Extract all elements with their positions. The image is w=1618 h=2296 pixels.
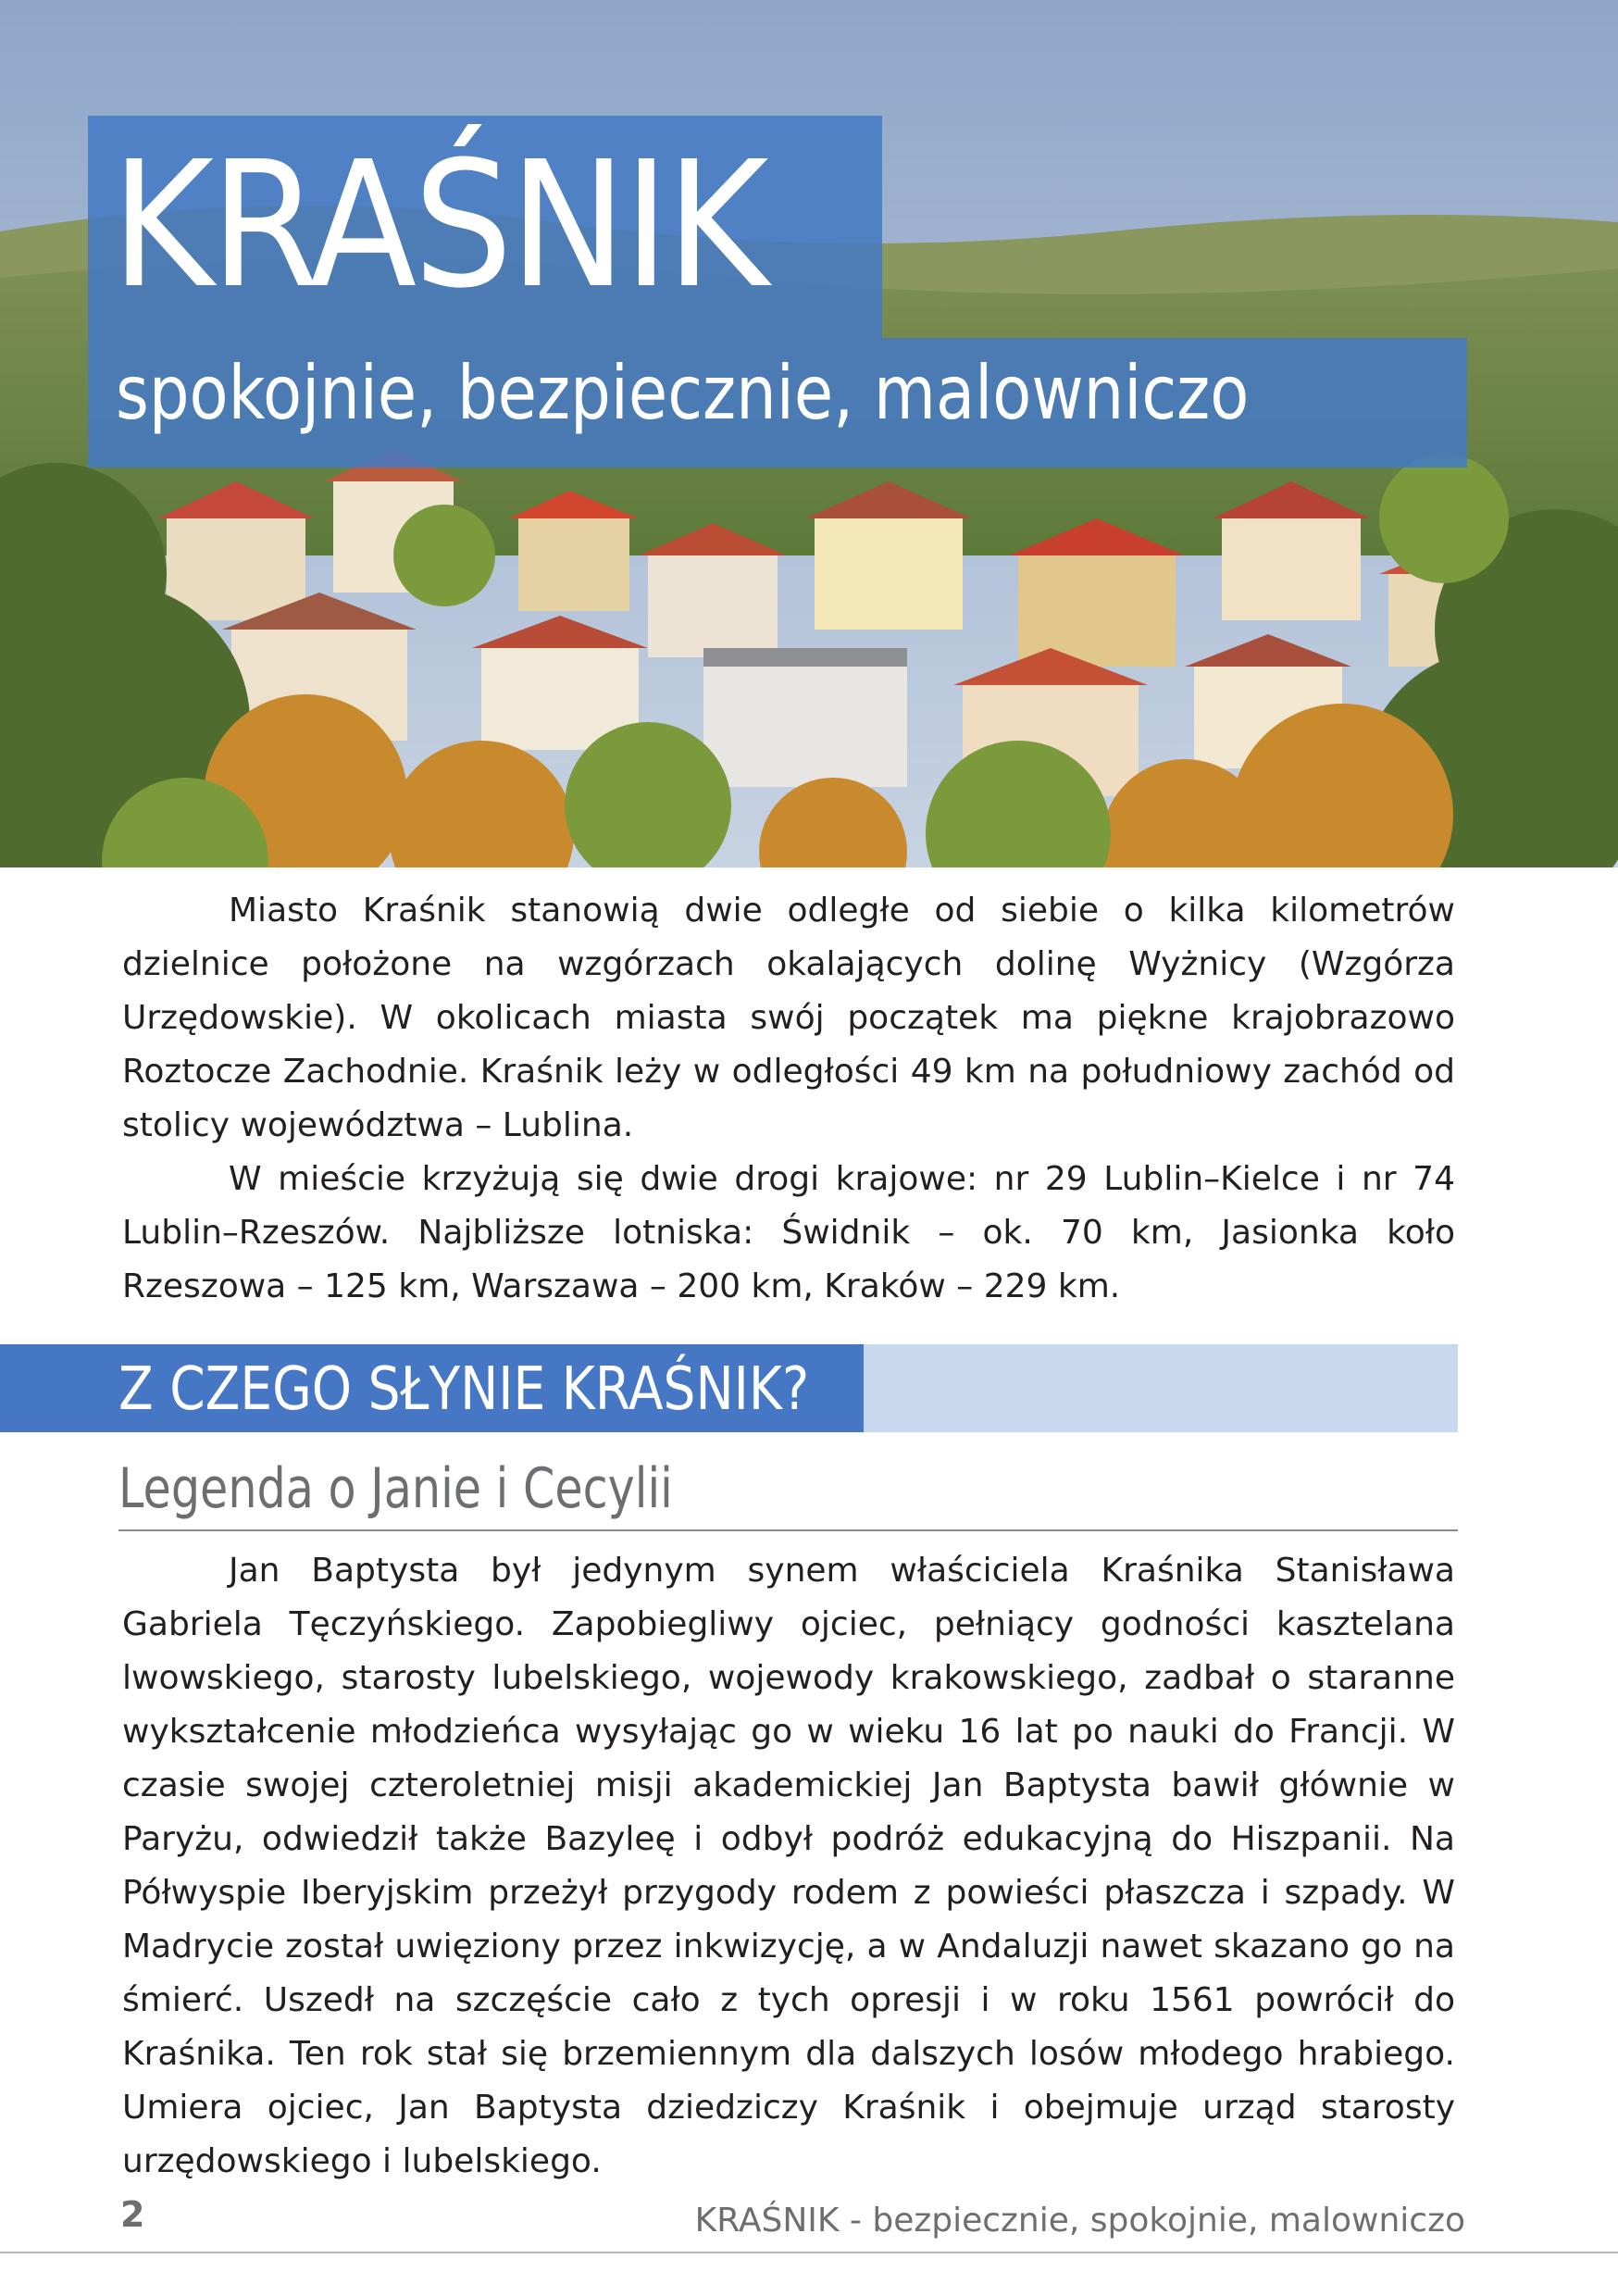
intro-paragraph-2: W mieście krzyżują się dwie drogi krajowe: nr 29 Lublin–Kielce i nr 74 Lublin–Rzeszów. Najbliższe lotniska: Świdnik – ok. 70 km, Jasionka koło Rzeszowa – 125 km, Warszawa – 200 km, Kraków – 229 km.	[122, 1160, 1455, 1305]
legend-paragraph: Jan Baptysta był jedynym synem właściciela Kraśnika Stanisława Gabriela Tęczyńskiego. Zapobiegliwy ojciec, pełniący godności kasztelana lwowskiego, starosty lubelskiego, wojewody krakowskiego, zadbał o staranne wykształcenie młodzieńca wysyłając go w wieku 16 lat po nauki do Francji. W czasie swojej czteroletniej misji akademickiej Jan Baptysta bawił głównie w Paryżu, odwiedził także Bazyleę i odbył podróż edukacyjną do Hiszpanii. Na Półwyspie Iberyjskim przeżył przygody rodem z powieści płaszcza i szpady. W Madrycie został uwięziony przez inkwizycję, a w Andaluzji nawet skazano go na śmierć. Uszedł na szczęście cało z tych opresji i w roku 1561 powrócił do Kraśnika. Ten rok stał się brzemiennym dla dalszych losów młodego hrabiego. Umiera ojciec, Jan Baptysta dziedziczy Kraśnik i obejmuje urząd starosty urzędowskiego i lubelskiego.	[122, 1552, 1455, 2180]
running-footer: KRAŚNIK - bezpiecznie, spokojnie, malowniczo	[694, 2202, 1465, 2240]
legend-title: Legenda o Janie i Cecylii	[118, 1456, 673, 1521]
legend-text	[122, 1544, 1455, 2189]
page-number: 2	[120, 2194, 145, 2235]
intro-paragraph-1: Miasto Kraśnik stanowią dwie odległe od siebie o kilka kilometrów dzielnice położone na wzgórzach okalających dolinę Wyżnicy (Wzgórza Urzędowskie). W okolicach miasta swój początek ma piękne krajobrazowo Roztocze Zachodnie. Kraśnik leży w odległości 49 km na południowy zachód od stolicy województwa – Lublina.	[122, 892, 1455, 1144]
page-subtitle: spokojnie, bezpiecznie, malowniczo	[116, 350, 1250, 436]
section-title: Z CZEGO SŁYNIE KRAŚNIK?	[118, 1355, 810, 1424]
page-title: KRAŚNIK	[111, 124, 766, 327]
legend-divider	[118, 1529, 1458, 1531]
intro-text	[122, 884, 1455, 1314]
footer-divider	[0, 2252, 1618, 2253]
